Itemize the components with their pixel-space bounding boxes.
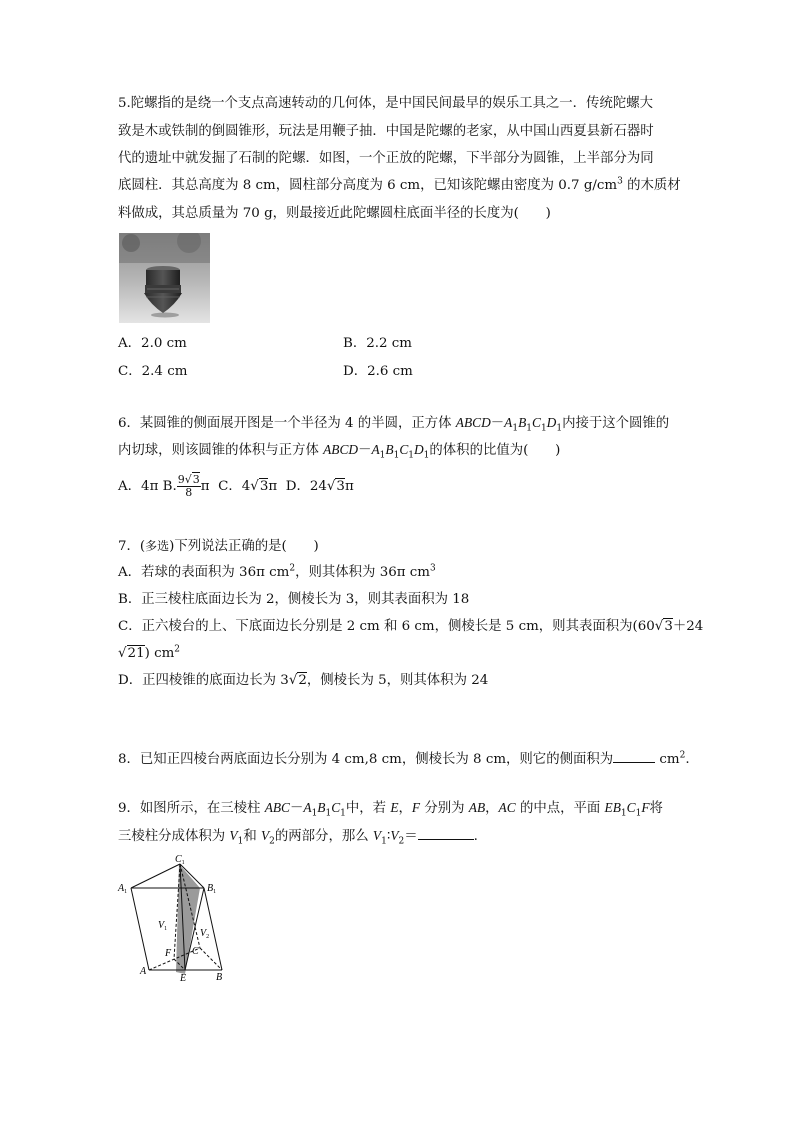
q5-line-2: 致是木或铁制的倒圆锥形，玩法是用鞭子抽．中国是陀螺的老家，从中国山西夏县新石器时 (118, 124, 654, 139)
q5-option-b: B．2.2 cm (343, 336, 412, 351)
q5-option-d: D．2.6 cm (343, 364, 413, 379)
label-a: A (140, 966, 147, 977)
q6-option-a: A．4π (118, 479, 159, 494)
spinning-top-photo (119, 233, 210, 323)
q6-options (118, 472, 354, 502)
edge-b1b (204, 888, 222, 970)
q7-option-a: A．若球的表面积为 36π $cm^2$，则其体积为 36π $cm^3$ (118, 563, 436, 580)
q7-option-d: D．正四棱锥的底面边长为 3√2，侧棱长为 5，则其体积为 24 (118, 673, 489, 688)
q5-option-c: C．2.4 cm (118, 364, 188, 379)
q8-answer-blank[interactable] (613, 762, 655, 763)
label-v1: $V_1$ (158, 920, 168, 932)
q7-option-c-cont: √21) $cm^2$ (118, 644, 181, 661)
label-f: F (165, 948, 172, 959)
edge-a1c1 (131, 864, 180, 888)
label-c: C (192, 946, 199, 957)
label-b: B (216, 972, 223, 983)
label-c1: $C_1$ (175, 854, 185, 866)
q5-line-4: 底圆柱．其总高度为 8 cm，圆柱部分高度为 6 cm，已知该陀螺由密度为 0.7 $g/cm^3$ 的木质材 (118, 176, 681, 193)
q5-line-3: 代的遗址中就发掘了石制的陀螺．如图，一个正放的陀螺，下半部分为圆锥，上半部分为同 (118, 151, 654, 166)
q5-option-a: A．2.0 cm (118, 336, 187, 351)
q5-line-5: 料做成，其总质量为 70 g，则最接近此陀螺圆柱底面半径的长度为( ) (118, 206, 551, 221)
q9-line-2: 三棱柱分成体积为 $V_1$和 $V_2$的两部分，那么 $V_1∶V_2=$ . (118, 828, 478, 847)
label-e: E (180, 973, 187, 984)
q7-stem: 7．(多选)下列说法正确的是( ) (118, 539, 319, 554)
q6-option-b: B. $\frac{9√3}{8}$ π (162, 473, 210, 499)
q7-option-b: B．正三棱柱底面边长为 2，侧棱长为 3，则其表面积为 18 (118, 592, 470, 607)
label-b1: $B_1$ (207, 883, 217, 895)
q6-option-d: D．24√3π (285, 479, 354, 494)
edge-a1a (131, 888, 149, 970)
q9-line-1: 9．如图所示，在三棱柱 $ABC-A_1B_1C_1$中，若 E，F 分别为 AB，AC 的中点，平面 $EB_1C_1F$将 (118, 800, 663, 819)
q6-line-1: 6．某圆锥的侧面展开图是一个半径为 4 的半圆，正方体 $ABCD-A_1B_1C_1D_1$内接于这个圆锥的 (118, 415, 670, 434)
edge-cb (200, 948, 222, 970)
label-v2: $V_2$ (200, 928, 210, 940)
q6-option-c: C．4√3π (218, 479, 278, 494)
q9-answer-blank[interactable] (418, 839, 474, 840)
q5-line-1: 5.陀螺指的是绕一个支点高速转动的几何体，是中国民间最早的娱乐工具之一．传统陀螺大 (118, 96, 654, 111)
prism-figure (116, 852, 236, 988)
label-a1: $A_1$ (118, 883, 128, 895)
q8-text: 8．已知正四棱台两底面边长分别为 4 cm,8 cm，侧棱长为 8 cm，则它的侧面积为 $cm^2$. (118, 750, 690, 767)
q6-line-2: 内切球，则该圆锥的体积与正方体 $ABCD-A_1B_1C_1D_1$的体积的比值为( ) (118, 442, 561, 461)
q7-option-c: C．正六棱台的上、下底面边长分别是 2 cm 和 6 cm，侧棱长是 5 cm，则其表面积为(60√3＋24 (118, 619, 704, 634)
